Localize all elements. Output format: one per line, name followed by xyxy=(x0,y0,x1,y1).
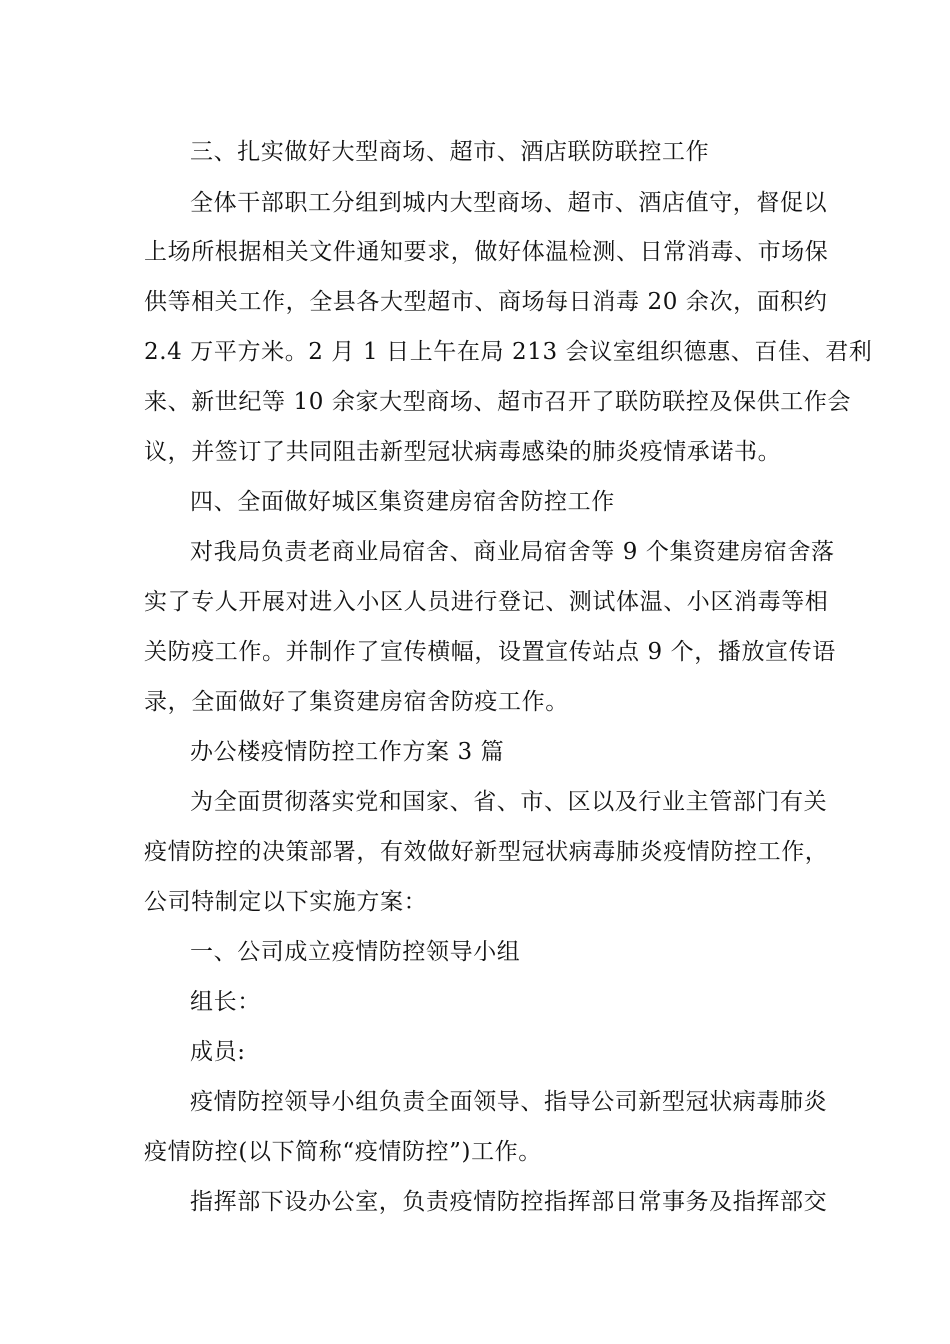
paragraph-line: 疫情防控的决策部署，有效做好新型冠状病毒肺炎疫情防控工作， xyxy=(144,839,829,865)
paragraph-line: 实了专人开展对进入小区人员进行登记、测试体温、小区消毒等相 xyxy=(144,589,829,615)
paragraph-line: 疫情防控(以下简称“疫情防控”)工作。 xyxy=(144,1139,542,1165)
section-heading-1: 一、公司成立疫情防控领导小组 xyxy=(190,939,521,965)
paragraph-line: 指挥部下设办公室，负责疫情防控指挥部日常事务及指挥部交 xyxy=(190,1189,828,1215)
group-leader-line: 组长： xyxy=(190,989,261,1015)
paragraph-line: 供等相关工作，全县各大型超市、商场每日消毒 20 余次，面积约 xyxy=(144,289,828,315)
paragraph-line: 全体干部职工分组到城内大型商场、超市、酒店值守，督促以 xyxy=(190,190,828,216)
section-heading-3: 三、扎实做好大型商场、超市、酒店联防联控工作 xyxy=(190,139,710,165)
group-members-line: 成员: xyxy=(190,1039,246,1065)
paragraph-line: 疫情防控领导小组负责全面领导、指导公司新型冠状病毒肺炎 xyxy=(190,1089,828,1115)
document-title: 办公楼疫情防控工作方案 3 篇 xyxy=(190,739,505,765)
paragraph-line: 公司特制定以下实施方案： xyxy=(144,889,428,915)
paragraph-line: 议，并签订了共同阻击新型冠状病毒感染的肺炎疫情承诺书。 xyxy=(144,439,782,465)
paragraph-line: 关防疫工作。并制作了宣传横幅，设置宣传站点 9 个，播放宣传语 xyxy=(144,639,836,665)
paragraph-line: 为全面贯彻落实党和国家、省、市、区以及行业主管部门有关 xyxy=(190,789,828,815)
section-heading-4: 四、全面做好城区集资建房宿舍防控工作 xyxy=(190,489,615,515)
paragraph-line: 录，全面做好了集资建房宿舍防疫工作。 xyxy=(144,689,569,715)
paragraph-line: 来、新世纪等 10 余家大型商场、超市召开了联防联控及保供工作会 xyxy=(144,389,852,415)
paragraph-line: 2.4 万平方米。2 月 1 日上午在局 213 会议室组织德惠、百佳、君利 xyxy=(144,339,873,365)
paragraph-line: 对我局负责老商业局宿舍、商业局宿舍等 9 个集资建房宿舍落 xyxy=(190,539,835,565)
paragraph-line: 上场所根据相关文件通知要求，做好体温检测、日常消毒、市场保 xyxy=(144,239,829,265)
